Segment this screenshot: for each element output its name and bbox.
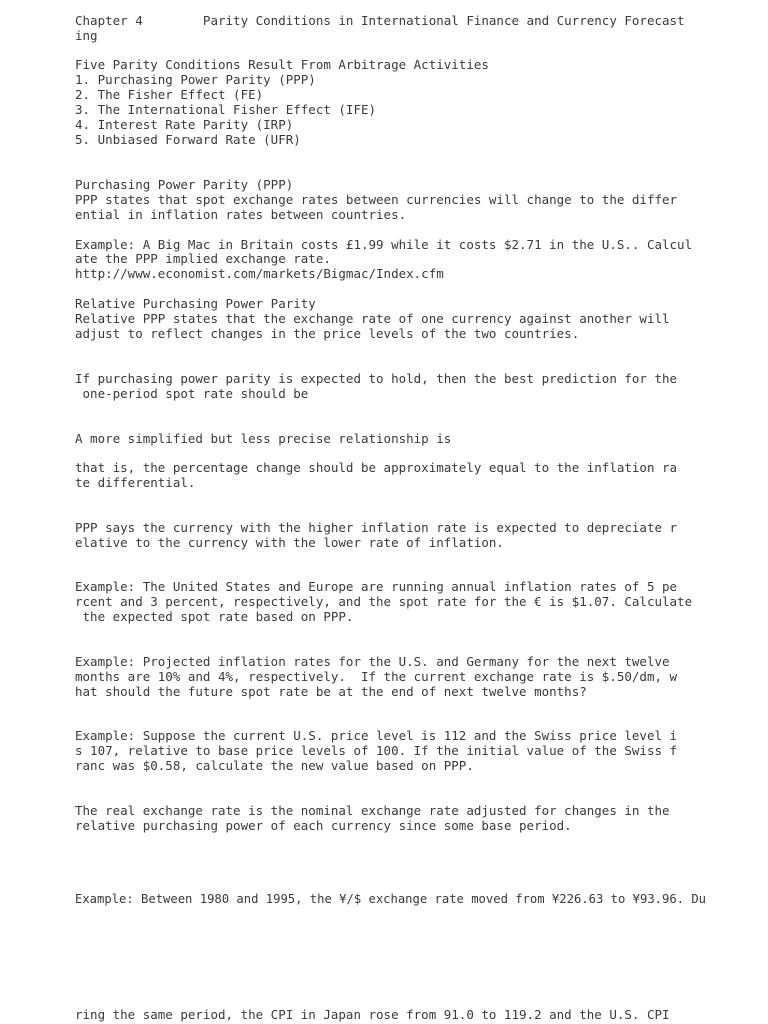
section-heading-ppp: Purchasing Power Parity (PPP)	[75, 177, 294, 192]
list-item: 1. Purchasing Power Parity (PPP)	[75, 72, 316, 87]
paragraph-line: ential in inflation rates between countries.	[75, 207, 407, 222]
paragraph-line: one-period spot rate should be	[75, 386, 309, 401]
example-line: Example: Between 1980 and 1995, the ¥/$ exchange rate moved from ¥226.63 to ¥93.96. Du	[75, 892, 707, 906]
list-item: 4. Interest Rate Parity (IRP)	[75, 117, 294, 132]
list-item: 3. The International Fisher Effect (IFE)	[75, 102, 377, 117]
section-heading-parity-conditions: Five Parity Conditions Result From Arbitrage Activities	[75, 57, 489, 72]
list-item: 2. The Fisher Effect (FE)	[75, 87, 264, 102]
example-line: ranc was $0.58, calculate the new value based on PPP.	[75, 758, 474, 773]
example-line: ring the same period, the CPI in Japan rose from 91.0 to 119.2 and the U.S. CPI	[75, 1007, 670, 1022]
paragraph-line: relative purchasing power of each currency since some base period.	[75, 818, 572, 833]
paragraph-line: te differential.	[75, 475, 196, 490]
example-line: rcent and 3 percent, respectively, and the spot rate for the € is $1.07. Calculate	[75, 594, 693, 609]
example-url: http://www.economist.com/markets/Bigmac/Index.cfm	[75, 266, 444, 281]
example-line: Example: Projected inflation rates for the U.S. and Germany for the next twelve	[75, 654, 670, 669]
paragraph-line: PPP says the currency with the higher inflation rate is expected to depreciate r	[75, 520, 678, 535]
chapter-header-line-2: ing	[75, 28, 98, 43]
example-line: hat should the future spot rate be at the end of next twelve months?	[75, 684, 587, 699]
example-line: Example: The United States and Europe are running annual inflation rates of 5 pe	[75, 579, 678, 594]
paragraph-line: If purchasing power parity is expected to hold, then the best prediction for the	[75, 371, 678, 386]
example-line: Example: Suppose the current U.S. price level is 112 and the Swiss price level i	[75, 728, 678, 743]
paragraph-line: elative to the currency with the lower rate of inflation.	[75, 535, 504, 550]
paragraph-line: The real exchange rate is the nominal exchange rate adjusted for changes in the	[75, 803, 670, 818]
paragraph-line: adjust to reflect changes in the price levels of the two countries.	[75, 326, 580, 341]
chapter-header-line-1: Chapter 4 Parity Conditions in International Finance and Currency Forecast	[75, 13, 685, 28]
example-line: ate the PPP implied exchange rate.	[75, 251, 331, 266]
paragraph-line: A more simplified but less precise relationship is	[75, 431, 452, 446]
paragraph-line: Relative PPP states that the exchange rate of one currency against another will	[75, 311, 670, 326]
paragraph-line: that is, the percentage change should be approximately equal to the inflation ra	[75, 460, 678, 475]
list-item: 5. Unbiased Forward Rate (UFR)	[75, 132, 301, 147]
section-heading-relative-ppp: Relative Purchasing Power Parity	[75, 296, 316, 311]
example-line: Example: A Big Mac in Britain costs £1.99 while it costs $2.71 in the U.S.. Calcul	[75, 237, 693, 252]
example-line: the expected spot rate based on PPP.	[75, 609, 354, 624]
example-line: s 107, relative to base price levels of 100. If the initial value of the Swiss f	[75, 743, 678, 758]
paragraph-line: PPP states that spot exchange rates between currencies will change to the differ	[75, 192, 678, 207]
example-line: months are 10% and 4%, respectively. If the current exchange rate is $.50/dm, w	[75, 669, 678, 684]
